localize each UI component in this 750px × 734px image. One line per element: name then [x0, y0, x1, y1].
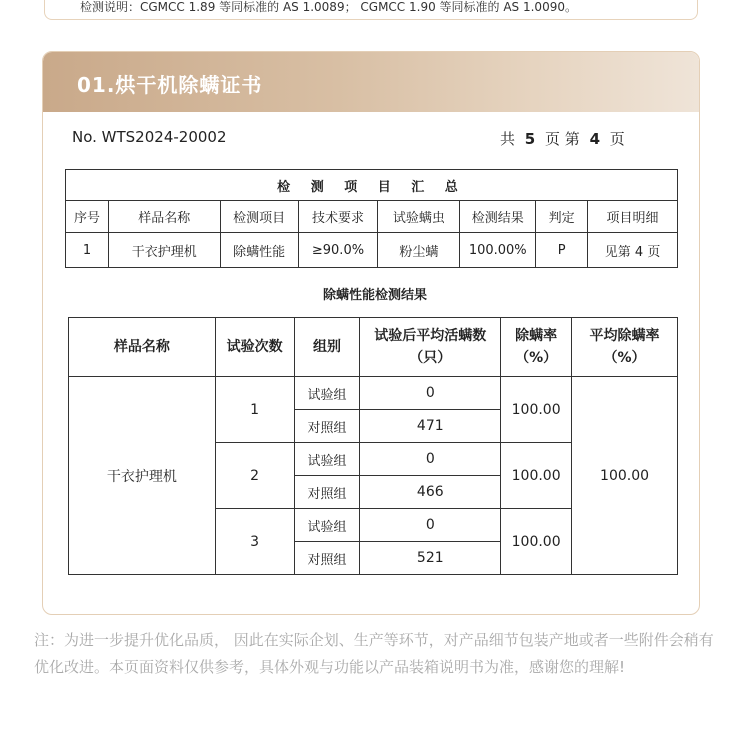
summary-title: 检 测 项 目 汇 总: [66, 170, 678, 201]
test-description-note: 检测说明：CGMCC 1.89 等同标准的 AS 1.0089； CGMCC 1.90 等同标准的 AS 1.0090。: [80, 0, 577, 14]
report-number: No. WTS2024-20002: [72, 128, 227, 146]
table-cell: 粉尘螨: [378, 233, 460, 268]
header-cell: 组别: [294, 318, 360, 377]
table-cell: 1: [66, 233, 109, 268]
group-cell: 对照组: [294, 542, 360, 575]
header-cell: 试验后平均活螨数 （只）: [360, 318, 501, 377]
header-cell: 检测结果: [460, 201, 536, 233]
header-cell: 样品名称: [69, 318, 216, 377]
results-title: 除螨性能检测结果: [322, 288, 427, 303]
page-total: 5: [524, 130, 536, 148]
count-cell: 0: [360, 377, 501, 410]
table-cell: 见第 4 页: [588, 233, 678, 268]
count-cell: 466: [360, 476, 501, 509]
sample-name-cell: 干衣护理机: [69, 377, 216, 575]
average-rate-cell: 100.00: [572, 377, 678, 575]
header-cell: 平均除螨率 （%）: [572, 318, 678, 377]
count-cell: 0: [360, 509, 501, 542]
count-cell: 521: [360, 542, 501, 575]
card-title: 01.烘干机除螨证书: [77, 73, 263, 97]
header-cell: 项目明细: [588, 201, 678, 233]
group-cell: 对照组: [294, 410, 360, 443]
results-table: [68, 317, 678, 575]
table-cell: ≥90.0%: [298, 233, 378, 268]
rate-cell: 100.00: [501, 443, 572, 509]
header-cell: 除螨率 （%）: [501, 318, 572, 377]
header-cell: 检测项目: [220, 201, 298, 233]
disclaimer-note: 注：为进一步提升优化品质， 因此在实际企划、生产等环节，对产品细节包装产地或者一些附件会稍有优化改进。本页面资料仅供参考，具体外观与功能以产品装箱说明书为准，感谢您的理解!: [34, 631, 714, 676]
table-cell: 100.00%: [460, 233, 536, 268]
page-indicator: 共 5 页 第 4 页: [500, 130, 625, 148]
count-cell: 471: [360, 410, 501, 443]
group-cell: 试验组: [294, 509, 360, 542]
header-cell: 样品名称: [108, 201, 220, 233]
header-cell: 序号: [66, 201, 109, 233]
table-cell: 除螨性能: [220, 233, 298, 268]
page-current: 4: [589, 130, 601, 148]
group-cell: 试验组: [294, 377, 360, 410]
group-cell: 试验组: [294, 443, 360, 476]
trial-number: 2: [215, 443, 294, 509]
summary-table: [65, 169, 678, 268]
count-cell: 0: [360, 443, 501, 476]
header-cell: 试验螨虫: [378, 201, 460, 233]
card-header: [43, 52, 699, 112]
table-cell: P: [536, 233, 588, 268]
trial-number: 1: [215, 377, 294, 443]
rate-cell: 100.00: [501, 509, 572, 575]
header-cell: 试验次数: [215, 318, 294, 377]
trial-number: 3: [215, 509, 294, 575]
rate-cell: 100.00: [501, 377, 572, 443]
header-cell: 技术要求: [298, 201, 378, 233]
header-cell: 判定: [536, 201, 588, 233]
table-cell: 干衣护理机: [108, 233, 220, 268]
group-cell: 对照组: [294, 476, 360, 509]
